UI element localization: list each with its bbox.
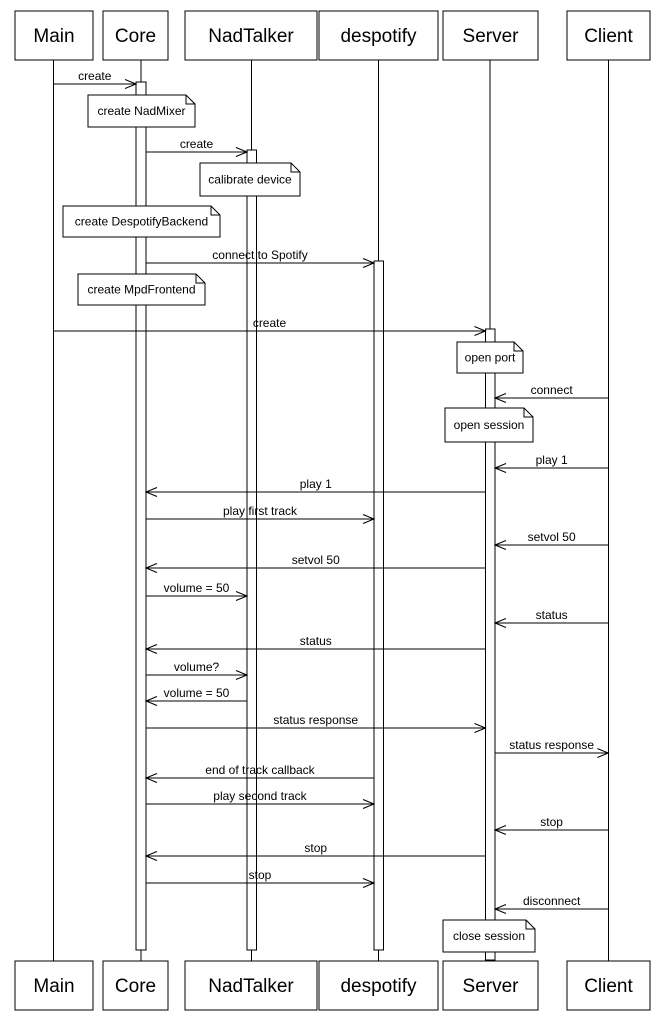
message-7-play-1-label: play 1	[299, 477, 332, 491]
message-10-setvol-50-label: setvol 50	[291, 553, 340, 567]
footer-client-label: Client	[584, 976, 633, 997]
header-main-label: Main	[33, 26, 75, 47]
message-15-volume-50-label: volume = 50	[163, 686, 230, 700]
activation-bar-nadtalker	[247, 150, 257, 950]
message-6-play-1-label: play 1	[535, 453, 568, 467]
header-client-label: Client	[584, 26, 633, 47]
note-open-session-label: open session	[453, 418, 525, 432]
message-2-create-label: create	[179, 137, 214, 151]
message-14-volume-label: volume?	[173, 660, 220, 674]
note-close-session-label: close session	[452, 929, 526, 943]
note-open-port-label: open port	[464, 350, 516, 365]
footer-nadtalker-label: NadTalker	[208, 976, 294, 997]
message-23-disconnect-label: disconnect	[522, 894, 581, 908]
message-8-play-first-track-label: play first track	[222, 504, 298, 518]
note-create-despotifybackend-label: create DespotifyBackend	[74, 214, 209, 229]
footer-core-label: Core	[114, 976, 157, 997]
message-21-stop-label: stop	[304, 841, 328, 855]
message-20-stop-label: stop	[540, 815, 563, 829]
message-17-status-response-label: status response	[509, 738, 595, 752]
note-create-nadmixer-label: create NadMixer	[97, 104, 186, 118]
header-despotify-label: despotify	[340, 26, 417, 47]
message-3-connect-to-spotify-label: connect to Spotify	[212, 248, 308, 262]
message-11-volume-50-label: volume = 50	[163, 581, 230, 595]
header-nadtalker-label: NadTalker	[208, 26, 294, 47]
message-12-status-label: status	[535, 608, 568, 622]
activation-bar-despotify	[374, 261, 384, 950]
note-calibrate-device-label: calibrate device	[208, 172, 292, 187]
message-5-connect-label: connect	[530, 383, 573, 397]
message-18-end-of-track-callback-label: end of track callback	[205, 763, 315, 777]
header-core-label: Core	[114, 26, 157, 47]
footer-main-label: Main	[33, 976, 75, 997]
footer-server-label: Server	[462, 976, 519, 997]
footer-despotify-label: despotify	[340, 976, 417, 997]
message-9-setvol-50-label: setvol 50	[527, 530, 576, 544]
message-19-play-second-track-label: play second track	[213, 789, 307, 803]
message-4-create-label: create	[252, 316, 287, 330]
header-server-label: Server	[462, 26, 519, 47]
message-16-status-response-label: status response	[273, 713, 359, 727]
message-22-stop-label: stop	[248, 868, 272, 882]
message-13-status-label: status	[299, 634, 332, 648]
message-1-create-label: create	[78, 69, 112, 83]
note-create-mpdfrontend-label: create MpdFrontend	[87, 282, 196, 297]
